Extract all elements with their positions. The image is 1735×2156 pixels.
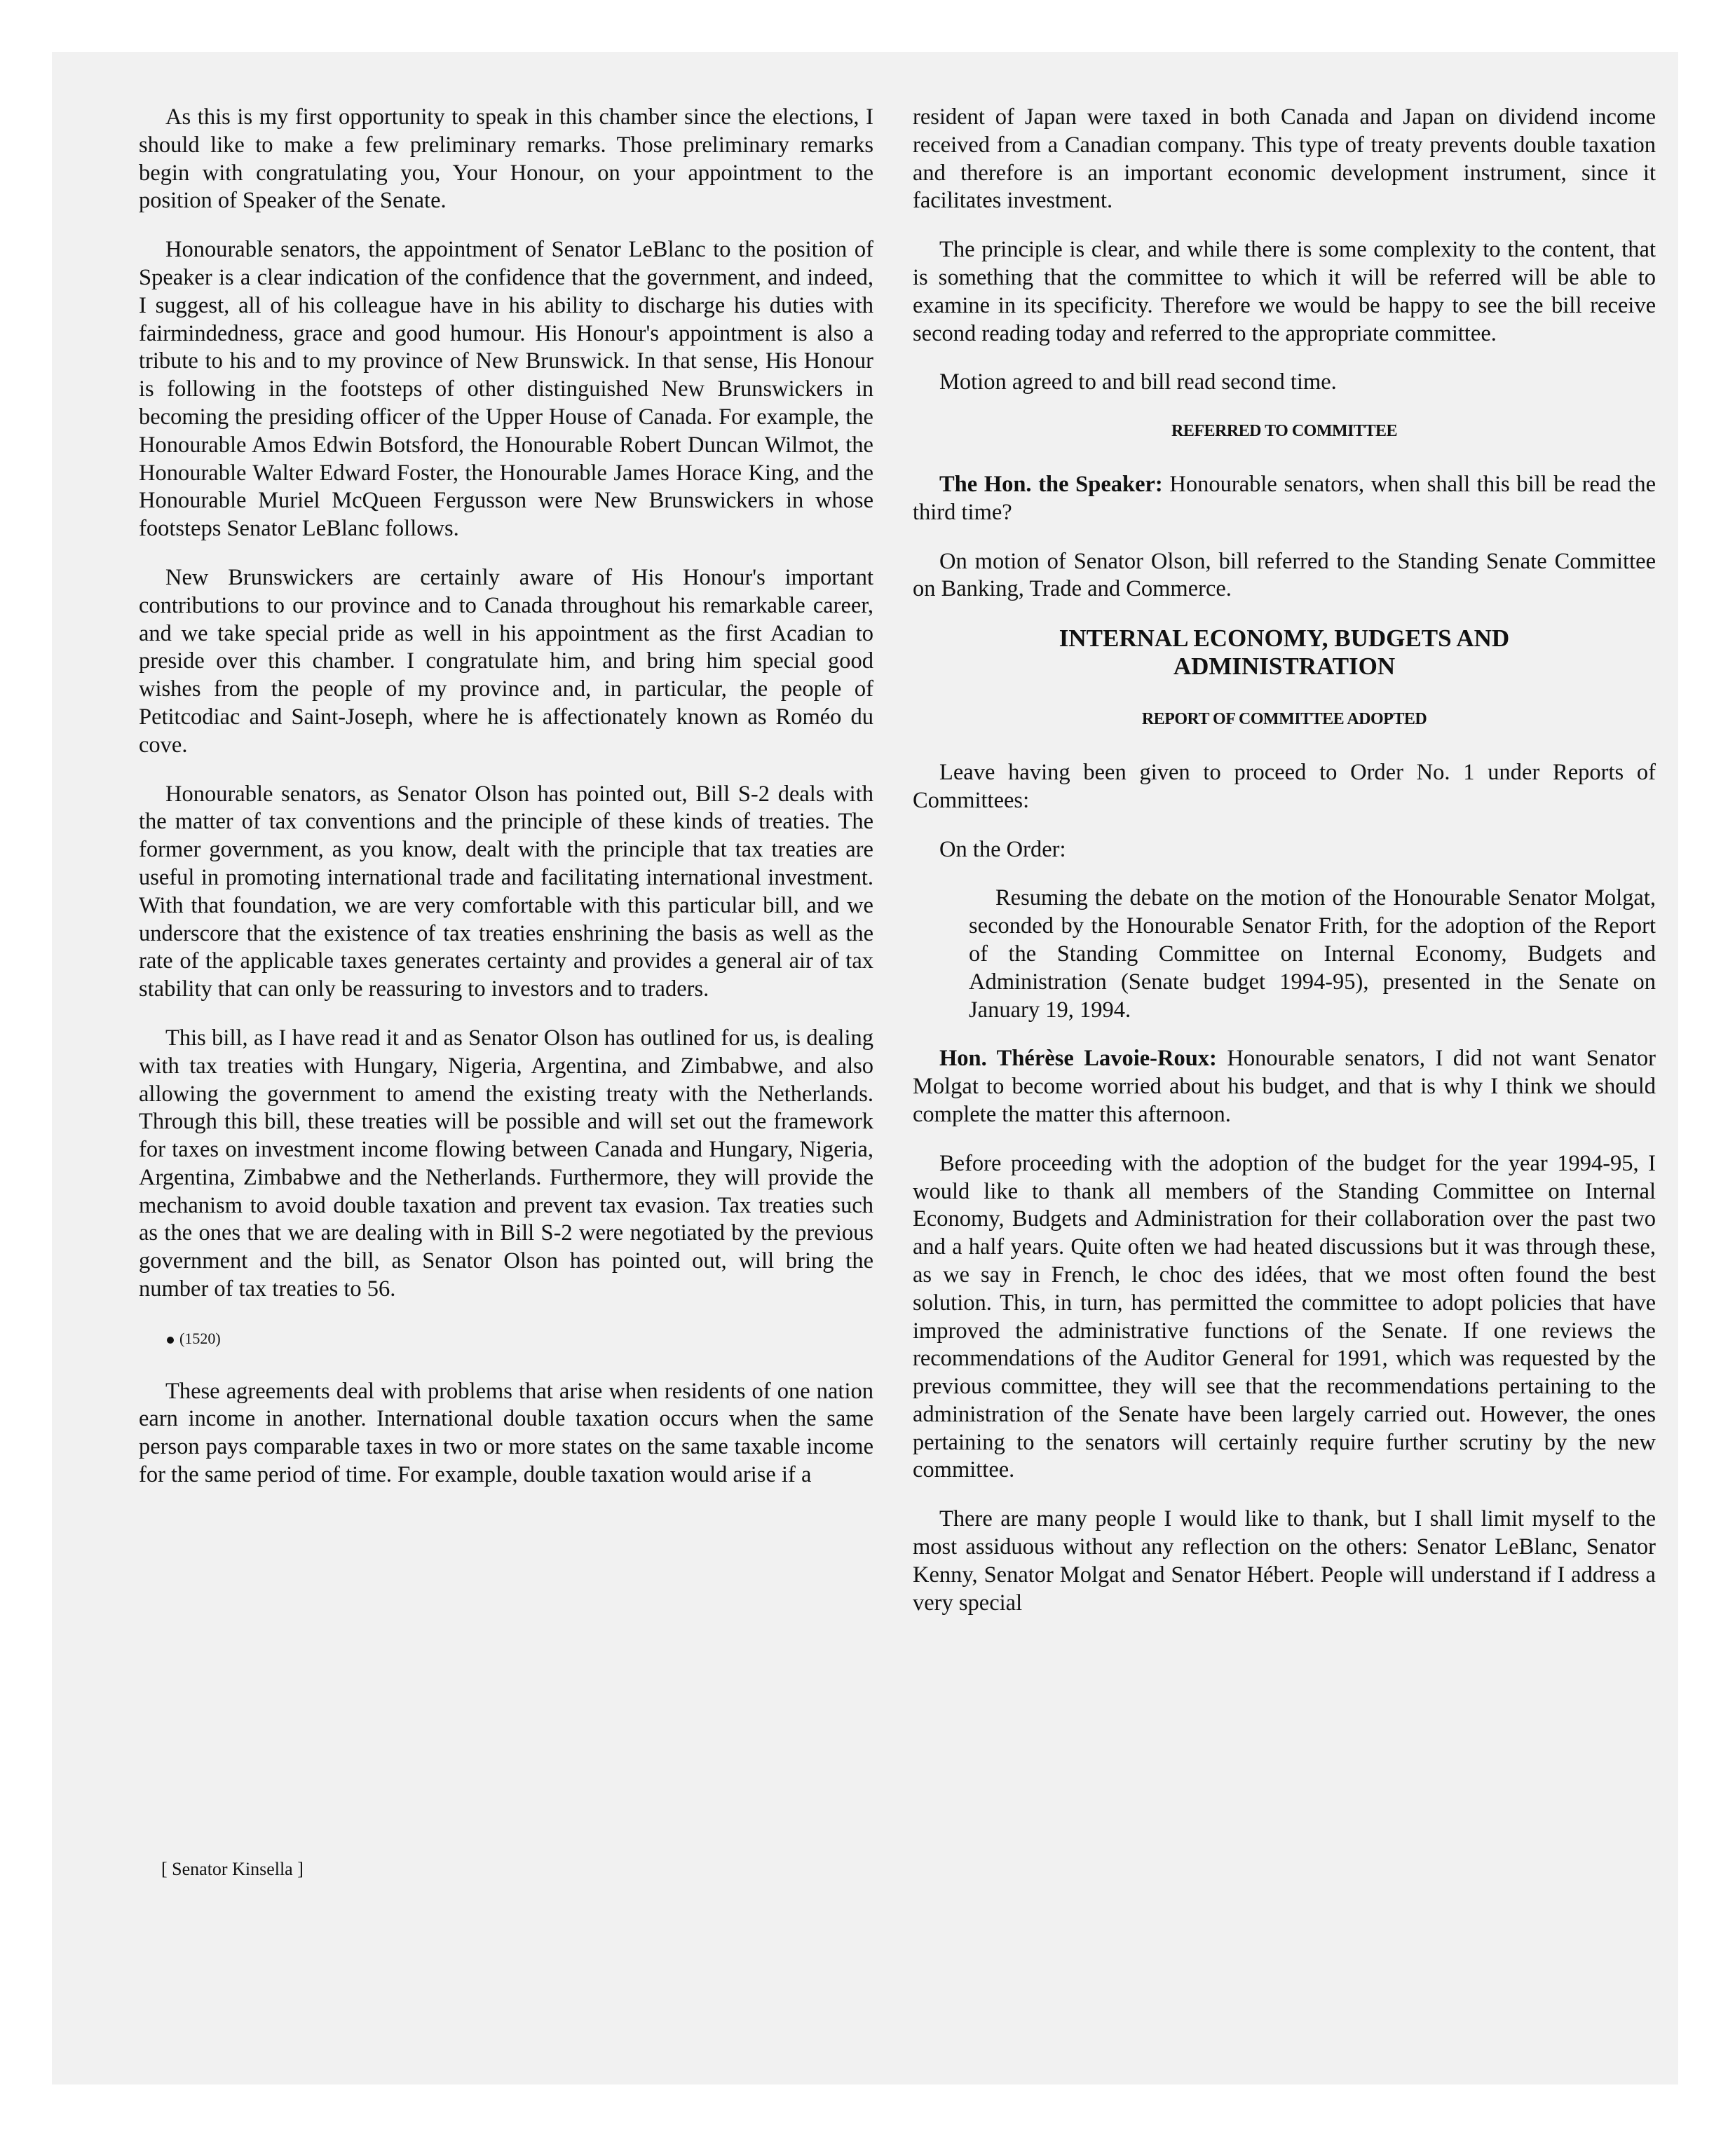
timestamp-marker xyxy=(167,1325,873,1353)
paragraph: Honourable senators, as Senator Olson has pointed out, Bill S-2 deals with the matter of tax conventions and the principle of these kinds of treaties. The former government, as you know, dealt with the principle that tax treaties are useful in promoting international trade and facilitating international investment. With that foundation, we are very comfortable with this particular bill, and we underscore that the existence of tax treaties enshrining the basis as well as the rate of the applicable taxes generates certainty and provides a general air of tax stability that can only be reassuring to investors and to traders. xyxy=(139,781,873,1002)
right-column xyxy=(913,104,1656,1638)
paragraph: Leave having been given to proceed to Order No. 1 under Reports of Committees: xyxy=(913,759,1656,813)
quoted-motion: Resuming the debate on the motion of the Honourable Senator Molgat, seconded by the Honourable Senator Frith, for the adoption of the Report of the Standing Committee on Internal Economy, Budgets and Administration (Senate budget 1994-95), presented in the Senate on January 19, 1994. xyxy=(969,885,1656,1023)
speech-text: Honourable senators, when shall this bill be read the third time? xyxy=(913,471,1656,525)
paragraph: Motion agreed to and bill read second time. xyxy=(939,369,1337,395)
page-footer: [ Senator Kinsella ] xyxy=(161,1859,304,1879)
paragraph: This bill, as I have read it and as Senator Olson has outlined for us, is dealing with tax treaties with Hungary, Nigeria, Argentina, and Zimbabwe, and also allowing the government to amend the existing treaty with the Netherlands. Through this bill, these treaties will be possible and will set out the framework for taxes on investment income flowing between Canada and Hungary, Nigeria, Argentina, Zimbabwe and the Netherlands. Furthermore, they will provide the mechanism to avoid double taxation and prevent tax evasion. Tax treaties such as the ones that we are dealing with in Bill S-2 were negotiated by the previous government and the bill, as Senator Olson has pointed out, will bring the number of tax treaties to 56. xyxy=(139,1025,873,1302)
timestamp-text: (1520) xyxy=(179,1329,221,1347)
paragraph: The principle is clear, and while there is some complexity to the content, that is something that the committee to which it will be referred will be able to examine in its specificity. Therefore we would be happy to see the bill receive second reading today and referred to the appropriate committee. xyxy=(913,237,1656,346)
paragraph: There are many people I would like to thank, but I shall limit myself to the most assiduous without any reflection on the others: Senator LeBlanc, Senator Kenny, Senator Molgat and Senator Hébert. People will understand if I address a very special xyxy=(913,1506,1656,1616)
paragraph: New Brunswickers are certainly aware of His Honour's important contributions to our province and to Canada throughout his remarkable career, and we take special pride as well in his appointment as the first Acadian to preside over this chamber. I congratulate him, and bring him special good wishes from the people of my province and, in particular, the people of Petitcodiac and Saint-Joseph, where he is affectionately known as Roméo du cove. xyxy=(139,564,873,758)
speech-text: Honourable senators, I did not want Senator Molgat to become worried about his budget, and that is why I think we should complete the matter this afternoon. xyxy=(913,1046,1656,1127)
speaker-name: The Hon. the Speaker: xyxy=(939,471,1163,497)
section-heading: REPORT OF COMMITTEE ADOPTED xyxy=(1141,710,1427,729)
paragraph: Before proceeding with the adoption of the budget for the year 1994-95, I would like to thank all members of the Standing Committee on Internal Economy, Budgets and Administration for their collaboration over the past two and a half years. Quite often we had heated discussions but it was through these, as we say in French, le choc des idées, that we most often found the best solution. This, in turn, has permitted the committee to adopt policies that have improved the administrative functions of the Senate. If one reviews the recommendations of the Auditor General for 1991, which was requested by the previous committee, they will see that the recommendations pertaining to the administration of the Senate have been largely carried out. However, the ones pertaining to the senators will certainly require further scrutiny by the new committee. xyxy=(913,1150,1656,1483)
left-column xyxy=(139,104,873,1510)
paragraph xyxy=(913,471,1656,527)
paragraph xyxy=(913,1045,1656,1128)
paragraph: As this is my first opportunity to speak in this chamber since the elections, I should like to make a few preliminary remarks. Those preliminary remarks begin with congratulating you, Your Honour, on your appointment to the position of Speaker of the Senate. xyxy=(139,104,873,214)
section-title xyxy=(913,625,1656,681)
paragraph: On motion of Senator Olson, bill referred to the Standing Senate Committee on Banking, Trade and Commerce. xyxy=(913,548,1656,602)
paragraph: On the Order: xyxy=(939,836,1066,862)
paragraph: resident of Japan were taxed in both Canada and Japan on dividend income received from a Canadian company. This type of treaty prevents double taxation and therefore is an important economic development instrument, since it facilitates investment. xyxy=(913,104,1656,214)
paragraph: Honourable senators, the appointment of Senator LeBlanc to the position of Speaker is a clear indication of the confidence that the government, and indeed, I suggest, all of his colleague have in his ability to discharge his duties with fairmindedness, grace and good humour. His Honour's appointment is also a tribute to his and to my province of New Brunswick. In that sense, His Honour is following in the footsteps of other distinguished New Brunswickers in becoming the presiding officer of the Upper House of Canada. For example, the Honourable Amos Edwin Botsford, the Honourable Robert Duncan Wilmot, the Honourable Walter Edward Foster, the Honourable James Horace King, and the Honourable Muriel McQueen Fergusson were New Brunswickers in whose footsteps Senator LeBlanc follows. xyxy=(139,237,873,542)
section-title-line: ADMINISTRATION xyxy=(1173,653,1396,681)
section-heading: REFERRED TO COMMITTEE xyxy=(1171,422,1397,441)
section-title-line: INTERNAL ECONOMY, BUDGETS AND xyxy=(1059,625,1510,653)
paragraph: These agreements deal with problems that arise when residents of one nation earn income in another. International double taxation occurs when the same person pays comparable taxes in two or more states on the same taxable income for the same period of time. For example, double taxation would arise if a xyxy=(139,1378,873,1488)
speaker-name: Hon. Thérèse Lavoie-Roux: xyxy=(939,1046,1217,1072)
bullet-icon xyxy=(167,1337,174,1344)
